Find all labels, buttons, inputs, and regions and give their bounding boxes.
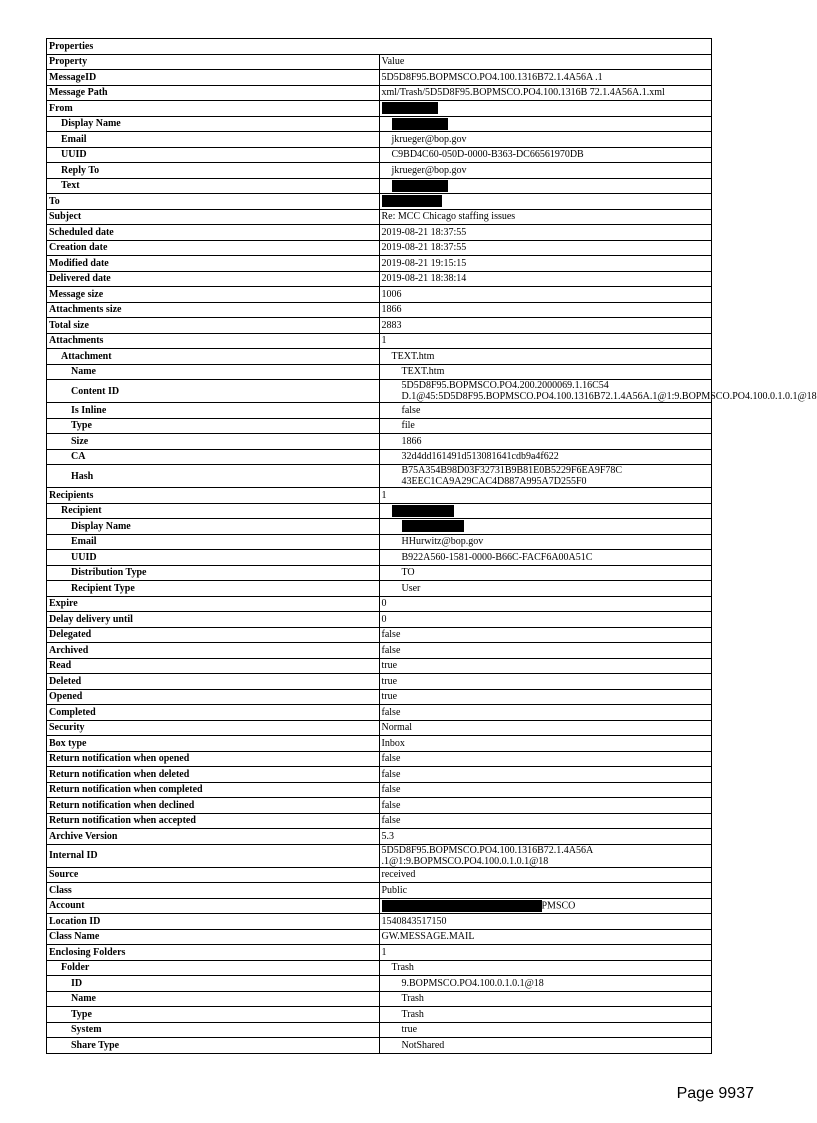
property-value: [379, 782, 712, 798]
table-row: [47, 178, 712, 194]
table-row: [47, 302, 712, 318]
property-value: [379, 54, 712, 70]
table-row: [47, 867, 712, 883]
property-value: [379, 945, 712, 961]
property-name: Archive Version: [47, 829, 380, 845]
value-text: 1: [381, 946, 387, 958]
property-value: [379, 883, 712, 899]
property-value: [379, 581, 712, 597]
table-row: [47, 488, 712, 504]
property-name: Text: [47, 178, 380, 194]
property-name: Name: [47, 991, 380, 1007]
property-value: [379, 178, 712, 194]
table-row: [47, 132, 712, 148]
property-value: [379, 929, 712, 945]
table-row: [47, 627, 712, 643]
table-row: [47, 364, 712, 380]
property-name: Distribution Type: [47, 565, 380, 581]
property-value: [379, 767, 712, 783]
property-value: [379, 1007, 712, 1023]
table-row: [47, 85, 712, 101]
property-name: Reply To: [47, 163, 380, 179]
property-value: [379, 434, 712, 450]
properties-table-body: [47, 39, 817, 1054]
table-row: [47, 349, 712, 365]
table-row: [47, 844, 712, 867]
property-name: Creation date: [47, 240, 380, 256]
property-name: Recipients: [47, 488, 380, 504]
value-text: 2019-08-21 18:37:55: [381, 242, 467, 254]
table-title-row: [47, 39, 712, 55]
value-text: false: [381, 815, 401, 827]
table-row: [47, 271, 712, 287]
property-name: Display Name: [47, 519, 380, 535]
property-value: [379, 596, 712, 612]
table-row: [47, 976, 712, 992]
value-text: xml/Trash/5D5D8F95.BOPMSCO.PO4.100.1316B 72.1.4A56A.1.xml: [381, 87, 665, 99]
property-name: Message size: [47, 287, 380, 303]
property-value: [379, 976, 712, 992]
property-value: [379, 380, 817, 403]
table-row: [47, 287, 712, 303]
property-name: Type: [47, 1007, 380, 1023]
property-name: To: [47, 194, 380, 210]
value-text: 2883: [381, 319, 402, 331]
value-text: false: [381, 753, 401, 765]
property-name: Share Type: [47, 1038, 380, 1054]
redaction-block: [402, 520, 464, 532]
value-text: jkrueger@bop.gov: [391, 133, 467, 145]
table-row: [47, 318, 712, 334]
page-number: Page 9937: [676, 1085, 754, 1102]
property-value: [379, 612, 712, 628]
property-name: Folder: [47, 960, 380, 976]
value-text: true: [381, 691, 398, 703]
property-value: [379, 465, 712, 488]
value-text: HHurwitz@bop.gov: [401, 536, 484, 548]
property-value: [379, 867, 712, 883]
property-name: Security: [47, 720, 380, 736]
property-value: [379, 349, 712, 365]
table-title: Properties: [47, 39, 712, 55]
property-name: Total size: [47, 318, 380, 334]
property-name: Delegated: [47, 627, 380, 643]
value-text: C9BD4C60-050D-0000-B363-DC66561970DB: [391, 149, 584, 161]
property-name: Location ID: [47, 914, 380, 930]
property-name: Read: [47, 658, 380, 674]
property-name: Type: [47, 418, 380, 434]
value-text: true: [401, 1024, 418, 1036]
table-row: [47, 705, 712, 721]
property-name: Account: [47, 898, 380, 914]
value-text: Trash: [391, 962, 414, 974]
table-row: [47, 147, 712, 163]
property-name: ID: [47, 976, 380, 992]
value-text: Re: MCC Chicago staffing issues: [381, 211, 516, 223]
property-name: Return notification when opened: [47, 751, 380, 767]
value-text: false: [381, 784, 401, 796]
value-text: false: [381, 706, 401, 718]
property-value: [379, 991, 712, 1007]
table-row: [47, 596, 712, 612]
value-text: false: [381, 768, 401, 780]
property-value: [379, 550, 712, 566]
property-name: Recipient: [47, 503, 380, 519]
property-value: [379, 116, 712, 132]
property-value: [379, 333, 712, 349]
table-row: [47, 720, 712, 736]
property-name: Expire: [47, 596, 380, 612]
property-value: [379, 829, 712, 845]
value-text: 1866: [401, 435, 422, 447]
property-name: CA: [47, 449, 380, 465]
redaction-block: [382, 102, 438, 114]
table-row: [47, 751, 712, 767]
property-name: UUID: [47, 550, 380, 566]
value-text: 1: [381, 335, 387, 347]
property-value: [379, 1022, 712, 1038]
property-name: Enclosing Folders: [47, 945, 380, 961]
property-value: [379, 643, 712, 659]
property-name: Return notification when accepted: [47, 813, 380, 829]
value-text: NotShared: [401, 1039, 445, 1051]
properties-table: [46, 38, 817, 1054]
value-text: TEXT.htm: [391, 350, 435, 362]
table-row: [47, 519, 712, 535]
property-value: [379, 85, 712, 101]
redaction-block: [382, 900, 542, 912]
property-value: [379, 914, 712, 930]
property-value: [379, 403, 712, 419]
property-value: [379, 225, 712, 241]
property-name: Attachments size: [47, 302, 380, 318]
redaction-block: [382, 195, 442, 207]
value-text: Normal: [381, 722, 413, 734]
property-name: Property: [47, 54, 380, 70]
property-value: [379, 70, 712, 86]
property-value: [379, 720, 712, 736]
value-text: 1540843517150: [381, 915, 447, 927]
property-value: [379, 898, 712, 914]
property-name: Email: [47, 534, 380, 550]
value-text: 5D5D8F95.BOPMSCO.PO4.100.1316B72.1.4A56A .1: [381, 71, 603, 83]
value-text: B922A560-1581-0000-B66C-FACF6A00A51C: [401, 551, 593, 563]
value-text: 9.BOPMSCO.PO4.100.0.1.0.1@18: [401, 977, 544, 989]
table-row: [47, 991, 712, 1007]
property-value: [379, 194, 712, 210]
table-row: [47, 612, 712, 628]
table-row: [47, 736, 712, 752]
value-text: PMSCO: [541, 900, 576, 912]
property-name: Attachment: [47, 349, 380, 365]
property-name: Box type: [47, 736, 380, 752]
table-row: [47, 1038, 712, 1054]
property-name: Size: [47, 434, 380, 450]
table-row: [47, 914, 712, 930]
value-text: false: [381, 799, 401, 811]
value-text: false: [401, 404, 421, 416]
table-row: [47, 418, 712, 434]
property-value: [379, 1038, 712, 1054]
property-value: [379, 565, 712, 581]
table-row: [47, 333, 712, 349]
property-name: Source: [47, 867, 380, 883]
redaction-block: [392, 118, 448, 130]
property-value: [379, 674, 712, 690]
table-row: [47, 163, 712, 179]
property-name: UUID: [47, 147, 380, 163]
property-name: Return notification when declined: [47, 798, 380, 814]
property-value: [379, 736, 712, 752]
table-row: [47, 658, 712, 674]
table-row: [47, 534, 712, 550]
table-row: [47, 209, 712, 225]
value-text: 2019-08-21 18:38:14: [381, 273, 467, 285]
table-row: [47, 70, 712, 86]
property-value: [379, 364, 712, 380]
value-text: Value: [381, 56, 405, 68]
value-text: false: [381, 629, 401, 641]
property-name: Class Name: [47, 929, 380, 945]
redaction-block: [392, 180, 448, 192]
property-value: [379, 449, 712, 465]
table-row: [47, 465, 712, 488]
property-name: Scheduled date: [47, 225, 380, 241]
property-value: [379, 132, 712, 148]
value-text: false: [381, 644, 401, 656]
property-value: [379, 256, 712, 272]
property-name: Internal ID: [47, 844, 380, 867]
value-text: 0: [381, 613, 387, 625]
value-text: 1006: [381, 288, 402, 300]
value-text: jkrueger@bop.gov: [391, 164, 467, 176]
property-value: [379, 751, 712, 767]
property-value: [379, 798, 712, 814]
property-name: Hash: [47, 465, 380, 488]
property-value: [379, 488, 712, 504]
table-row: [47, 256, 712, 272]
property-name: Return notification when completed: [47, 782, 380, 798]
table-row: [47, 767, 712, 783]
value-text: GW.MESSAGE.MAIL: [381, 931, 475, 943]
table-row: [47, 380, 712, 403]
value-text: 1866: [381, 304, 402, 316]
value-text: TEXT.htm: [401, 366, 445, 378]
table-row: [47, 829, 712, 845]
value-text: 32d4dd161491d513081641cdb9a4f622: [401, 451, 559, 463]
property-value: [379, 147, 712, 163]
table-row: [47, 929, 712, 945]
property-name: Delay delivery until: [47, 612, 380, 628]
value-text: 1: [381, 489, 387, 501]
table-row: [47, 945, 712, 961]
table-row: [47, 225, 712, 241]
property-name: Deleted: [47, 674, 380, 690]
table-row: [47, 643, 712, 659]
property-value: [379, 844, 712, 867]
property-value: [379, 101, 712, 117]
property-name: Recipient Type: [47, 581, 380, 597]
property-name: Modified date: [47, 256, 380, 272]
property-name: System: [47, 1022, 380, 1038]
value-text: 2019-08-21 18:37:55: [381, 226, 467, 238]
property-value: [379, 271, 712, 287]
value-text: TO: [401, 567, 415, 579]
table-row: [47, 813, 712, 829]
table-row: [47, 194, 712, 210]
table-row: [47, 434, 712, 450]
table-row: [47, 403, 712, 419]
table-row: [47, 898, 712, 914]
property-value: [379, 209, 712, 225]
property-name: Name: [47, 364, 380, 380]
property-value: [379, 960, 712, 976]
property-value: [379, 689, 712, 705]
property-value: [379, 627, 712, 643]
property-name: Subject: [47, 209, 380, 225]
table-row: [47, 581, 712, 597]
property-value: [379, 519, 712, 535]
value-text: Inbox: [381, 737, 405, 749]
property-name: Archived: [47, 643, 380, 659]
value-text: true: [381, 675, 398, 687]
property-value: [379, 302, 712, 318]
property-value: [379, 163, 712, 179]
property-value: [379, 813, 712, 829]
property-name: Is Inline: [47, 403, 380, 419]
value-text: Public: [381, 884, 408, 896]
value-text: 5D5D8F95.BOPMSCO.PO4.100.1316B72.1.4A56A .1@1:9.BOPMSCO.PO4.100.0.1.0.1@18: [381, 844, 593, 867]
property-value: [379, 287, 712, 303]
property-value: [379, 318, 712, 334]
property-name: Email: [47, 132, 380, 148]
value-text: true: [381, 660, 398, 672]
property-name: From: [47, 101, 380, 117]
table-row: [47, 1022, 712, 1038]
table-row: [47, 960, 712, 976]
table-row: [47, 565, 712, 581]
table-row: [47, 883, 712, 899]
value-text: received: [381, 869, 416, 881]
table-row: [47, 674, 712, 690]
property-value: [379, 503, 712, 519]
property-name: Message Path: [47, 85, 380, 101]
value-text: User: [401, 582, 421, 594]
property-name: Opened: [47, 689, 380, 705]
redaction-block: [392, 505, 454, 517]
property-name: Completed: [47, 705, 380, 721]
value-text: B75A354B98D03F32731B9B81E0B5229F6EA9F78C 43EEC1CA9A29CAC4D887A995A7D255F0: [401, 465, 623, 487]
value-text: 0: [381, 598, 387, 610]
value-text: Trash: [401, 993, 424, 1005]
value-text: 2019-08-21 19:15:15: [381, 257, 467, 269]
property-value: [379, 658, 712, 674]
table-row: [47, 116, 712, 132]
value-text: file: [401, 420, 415, 432]
property-name: Return notification when deleted: [47, 767, 380, 783]
table-row: [47, 782, 712, 798]
property-name: MessageID: [47, 70, 380, 86]
property-value: [379, 705, 712, 721]
table-row: [47, 503, 712, 519]
value-text: 5.3: [381, 830, 394, 842]
table-row: [47, 550, 712, 566]
property-name: Display Name: [47, 116, 380, 132]
property-name: Delivered date: [47, 271, 380, 287]
property-value: [379, 418, 712, 434]
property-value: [379, 240, 712, 256]
property-name: Attachments: [47, 333, 380, 349]
table-row: [47, 689, 712, 705]
table-row: [47, 1007, 712, 1023]
value-text: Trash: [401, 1008, 424, 1020]
table-row: [47, 798, 712, 814]
value-text: 5D5D8F95.BOPMSCO.PO4.200.2000069.1.16C54 D.1@45:5D5D8F95.BOPMSCO.PO4.100.1316B72.1.4A56A.1@1:9.BOPMSCO.PO4.100.0.1.0.1@18: [401, 380, 817, 402]
table-row: [47, 54, 712, 70]
table-row: [47, 240, 712, 256]
property-value: [379, 534, 712, 550]
property-name: Content ID: [47, 380, 380, 403]
table-row: [47, 101, 712, 117]
property-name: Class: [47, 883, 380, 899]
table-row: [47, 449, 712, 465]
